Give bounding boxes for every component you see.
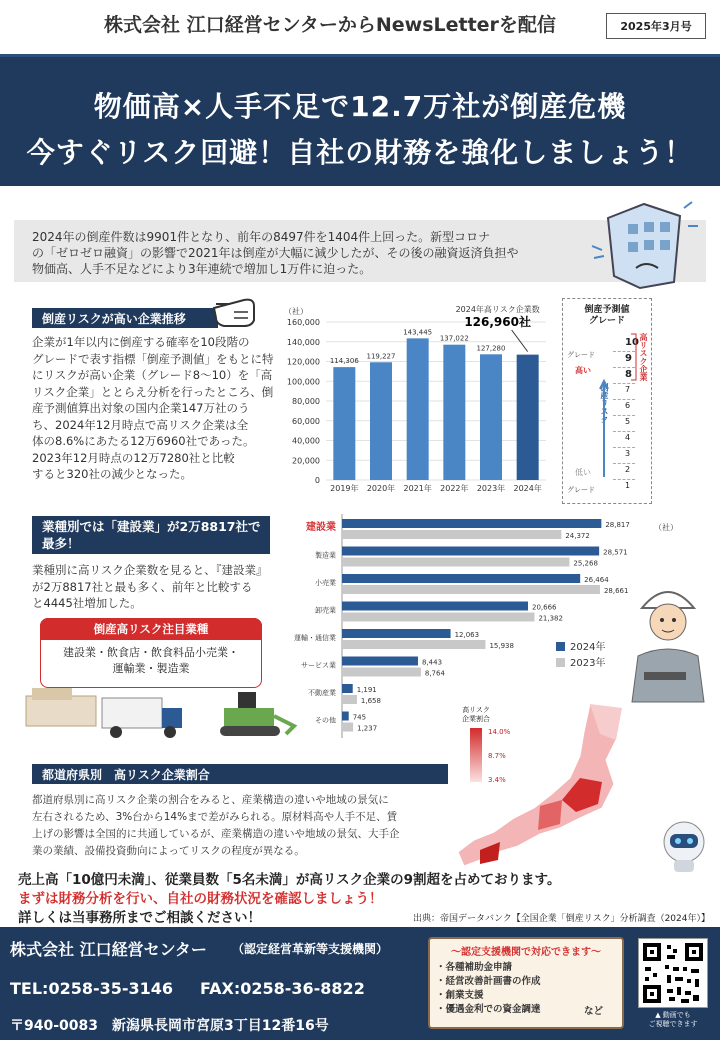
qr-caption-line: ご視聴できます xyxy=(648,1020,698,1028)
y-tick-label: 0 xyxy=(314,476,320,485)
section2-line: 業種別に高リスク企業数を見ると、『建設業』 xyxy=(32,563,268,577)
headline-line-1: 物価高×人手不足で12.7万社が倒産危機 xyxy=(93,90,627,123)
footer-address: 〒940-0083 新潟県長岡市宮原3丁目12番16号 xyxy=(10,1018,329,1034)
support-list xyxy=(436,961,541,1017)
section1-body xyxy=(32,334,292,483)
bar-value-label: 119,227 xyxy=(366,352,396,361)
bar-value-label-2024: 12,063 xyxy=(454,631,480,639)
section2-body xyxy=(32,562,282,612)
risk-arrow-icon xyxy=(599,379,609,479)
category-label: 運輸・通信業 xyxy=(294,634,336,642)
bar-value-label: 114,306 xyxy=(329,357,359,366)
category-label: サービス業 xyxy=(301,661,336,670)
intro-line: の「ゼロゼロ融資」の影響で2021年は倒産が大幅に減少したが、その後の融資返済負担や xyxy=(32,246,519,260)
section3-line: 都道府県別に高リスク企業の割合をみると、産業構造の違いや地域の景気に xyxy=(32,794,389,806)
section1-line: 企業が1年以内に倒産する確率を10段階の xyxy=(32,335,250,349)
bar-value-label-2023: 15,938 xyxy=(489,642,514,650)
footer-company-note: （認定経営革新等支援機関） xyxy=(232,942,389,956)
footer-tel[interactable]: TEL:0258-35-3146 xyxy=(10,979,174,998)
grade-divider xyxy=(613,447,635,448)
section3-line: 業の業績、設備投資動向によってリスクの程度が異なる。 xyxy=(32,845,305,857)
bar-2023-不動産業 xyxy=(342,695,357,704)
section2-title-line: 業種別では「建設業」が2万8817社で xyxy=(42,519,261,534)
map-legend-mid: 8.7% xyxy=(488,752,506,760)
x-tick-label: 2024年 xyxy=(513,484,542,493)
bar-2024-不動産業 xyxy=(342,684,353,693)
bar-value-label-2023: 25,268 xyxy=(573,559,598,568)
grade-value: 7 xyxy=(625,385,631,394)
bar-value-label: 127,280 xyxy=(476,344,506,353)
intro-line: 物価高、人手不足などにより3年連続で増加し1万件に迫った。 xyxy=(32,262,372,276)
bar-value-label-2023: 1,658 xyxy=(360,697,381,705)
industry-vehicles-illustration xyxy=(24,686,310,746)
map-legend-low: 3.4% xyxy=(488,776,506,784)
bar-value-label-2024: 1,191 xyxy=(356,686,377,694)
bar-2023-製造業 xyxy=(342,558,569,567)
section1-line: リスク企業」ととらえ分析を行ったところ、倒 xyxy=(32,384,274,399)
grade-footer-label: グレード xyxy=(567,486,595,494)
risk-axis-label: 倒産リスク xyxy=(600,383,609,423)
highlight-pointer xyxy=(512,330,528,352)
legend-label-2023: 2023年 xyxy=(570,658,606,669)
bar-2023-卸売業 xyxy=(342,613,534,622)
y-tick-label: 80,000 xyxy=(292,397,320,406)
y-tick-label: 100,000 xyxy=(286,377,320,387)
category-label: 製造業 xyxy=(315,551,336,560)
grade-value: 1 xyxy=(625,481,631,490)
bar-2024-運輸・通信業 xyxy=(342,629,451,638)
section3-line: 左右されるため、3%台から14%まで差がみられる。原材料高や人手不足、賃 xyxy=(32,811,398,823)
grade-value: 5 xyxy=(625,417,631,426)
support-item: ・創業支援 xyxy=(436,990,484,1001)
map-legend-high: 14.0% xyxy=(488,728,511,736)
bar-2024-小売業 xyxy=(342,574,580,583)
headline-line-2: 今すぐリスク回避！自社の財務を強化しましょう！ xyxy=(26,136,694,169)
risk-industries-title: 倒産高リスク注目業種 xyxy=(40,618,262,640)
support-item: ・各種補助金申請 xyxy=(436,962,513,973)
grade-value: 6 xyxy=(625,401,631,410)
grade-table xyxy=(562,298,652,504)
grade-divider xyxy=(613,399,635,400)
x-tick-label: 2021年 xyxy=(403,484,432,493)
section2-line: と4445社増加した。 xyxy=(32,596,142,610)
pointing-hand-icon xyxy=(210,290,264,330)
source-citation: 出典：帝国データバンク【全国企業「倒産リスク」分析調査（2024年）】 xyxy=(413,914,710,924)
section3-line: 上げの影響は全国的に共通しているが、産業構造の違いや地域の景気、大手企 xyxy=(32,828,400,840)
worker-illustration xyxy=(622,572,714,708)
grade-table-title: 倒産予測値 xyxy=(584,305,630,315)
bar-2024-サービス業 xyxy=(342,657,418,666)
high-risk-bracket-label: 高リスク企業 xyxy=(639,333,648,381)
footer-fax: FAX:0258-36-8822 xyxy=(200,979,365,998)
grade-divider xyxy=(613,479,635,480)
bar-2021年 xyxy=(407,338,429,480)
bar-value-label: 137,022 xyxy=(439,334,469,343)
x-tick-label: 2020年 xyxy=(366,484,396,493)
section1-line: グレードで表す指標「倒産予測値」をもとに特 xyxy=(32,351,274,366)
grade-value: 10 xyxy=(625,337,639,348)
section-title-risk-trend: 倒産リスクが高い企業推移 xyxy=(32,308,218,328)
bar-2024-製造業 xyxy=(342,547,599,556)
support-services-box xyxy=(428,937,624,1029)
bar-2024-その他 xyxy=(342,712,349,721)
bracket-icon xyxy=(631,333,637,381)
category-label: 建設業 xyxy=(306,522,336,533)
risk-industries-line: 運輸業・製造業 xyxy=(112,662,190,675)
summary-line-1: 売上高「10億円未満」、従業員数「5名未満」が高リスク企業の9割超を占めております。 xyxy=(18,872,561,888)
legend-swatch-2024 xyxy=(556,642,565,651)
section3-body xyxy=(32,792,482,860)
bar-value-label-2024: 745 xyxy=(352,713,367,722)
grade-table-subtitle: グレード xyxy=(588,316,625,326)
y-tick-label: 40,000 xyxy=(292,436,320,446)
bar-value-label-2023: 1,237 xyxy=(357,724,378,733)
category-label: 小売業 xyxy=(315,579,336,587)
section1-line: ち、2024年12月時点で高リスク企業は全 xyxy=(32,417,249,432)
y-tick-label: 140,000 xyxy=(286,337,320,347)
grade-divider xyxy=(613,463,635,464)
qr-caption xyxy=(638,1011,708,1029)
section2-line: が2万8817社と最も多く、前年と比較する xyxy=(32,579,253,594)
section1-line: にリスクが高い企業（グレード8〜10）を「高 xyxy=(32,368,273,382)
bar-value-label-2024: 28,817 xyxy=(605,521,630,529)
chart1-highlight: 126,960社 xyxy=(464,315,532,329)
risk-industries-list xyxy=(50,645,252,677)
legend-label-2024: 2024年 xyxy=(570,642,606,653)
section-title-industry xyxy=(32,516,270,554)
legend-swatch-2023 xyxy=(556,658,565,667)
summary-line-3: 詳しくは当事務所までご相談ください！ xyxy=(18,910,261,926)
bar-2019年 xyxy=(333,367,355,480)
y-tick-label: 160,000 xyxy=(286,318,320,327)
qr-caption-line: ▲ 動画でも xyxy=(655,1011,691,1019)
section1-line: 体の8.6%にあたる12万6960社であった。 xyxy=(32,434,255,448)
bar-value-label-2024: 28,571 xyxy=(603,548,628,557)
bar-2020年 xyxy=(370,362,392,480)
summary-line-2: まずは財務分析を行い、自社の財務状況を確認しましょう！ xyxy=(18,891,383,907)
robot-mascot-illustration xyxy=(654,814,714,874)
grade-value: 4 xyxy=(625,433,631,442)
high-risk-trend-chart xyxy=(280,300,556,500)
grade-divider xyxy=(613,431,635,432)
category-label: その他 xyxy=(315,716,336,725)
bar-value-label-2024: 8,443 xyxy=(421,658,443,667)
newsletter-header-title: 株式会社 江口経営センターからNewsLetterを配信 xyxy=(104,14,556,36)
bar-2024-建設業 xyxy=(342,519,601,528)
grade-header-label: グレード xyxy=(567,351,595,359)
chart1-title: 2024年高リスク企業数 xyxy=(455,305,540,314)
grade-value: 2 xyxy=(625,465,631,474)
section-title-prefecture: 都道府県別 高リスク企業割合 xyxy=(32,764,448,784)
issue-date-badge: 2025年3月号 xyxy=(606,13,706,39)
map-legend-title xyxy=(462,706,490,724)
headline-banner xyxy=(0,54,720,186)
bar-value-label: 143,445 xyxy=(403,328,433,337)
grade-divider xyxy=(613,415,635,416)
worried-building-illustration xyxy=(584,196,702,292)
category-label: 卸売業 xyxy=(315,606,336,615)
bar-value-label-2023: 28,661 xyxy=(603,587,629,595)
footer-company: 株式会社 江口経営センター xyxy=(10,940,207,959)
low-label: 低い xyxy=(575,468,591,477)
map-legend-scale xyxy=(470,728,482,782)
y-axis-unit: （社） xyxy=(284,307,308,316)
x-tick-label: 2022年 xyxy=(440,484,469,493)
support-etc: など xyxy=(584,1006,604,1017)
y-tick-label: 60,000 xyxy=(292,416,320,426)
y-tick-label: 120,000 xyxy=(286,357,320,367)
bar-value-label-2024: 26,464 xyxy=(584,576,609,584)
high-label: 高い xyxy=(575,366,591,375)
bar-2023-その他 xyxy=(342,723,353,732)
intro-line: 2024年の倒産件数は9901件となり、前年の8497件を1404件上回った。新型コロナ xyxy=(32,230,491,244)
section1-line: 2023年12月時点の12万7280社と比較 xyxy=(32,450,235,465)
bar-2023-建設業 xyxy=(342,530,561,539)
map-legend-title-line: 企業割合 xyxy=(462,715,490,723)
bar-value-label-2023: 8,764 xyxy=(424,669,445,678)
grade-value: 3 xyxy=(625,449,631,458)
support-item: ・経営改善計画書の作成 xyxy=(436,976,541,987)
bar-2023-サービス業 xyxy=(342,668,421,677)
grade-value: 9 xyxy=(625,353,632,364)
bar-2023-運輸・通信業 xyxy=(342,640,485,649)
x-axis-unit: （社） xyxy=(654,523,678,532)
support-title: 〜認定支援機関で対応できます〜 xyxy=(451,947,601,958)
category-label: 不動産業 xyxy=(308,689,336,697)
bar-value-label-2023: 24,372 xyxy=(565,532,590,540)
bar-2022年 xyxy=(443,345,465,480)
risk-industries-line: 建設業・飲食店・飲食料品小売業・ xyxy=(63,646,239,659)
grade-value: 8 xyxy=(625,369,632,380)
section1-line: 産予測値算出対象の国内企業147万社のう xyxy=(32,401,250,415)
x-tick-label: 2019年 xyxy=(330,484,359,493)
section2-title-line: 最多！ xyxy=(42,536,80,551)
bar-2023-小売業 xyxy=(342,585,600,594)
japan-risk-map xyxy=(440,700,670,870)
map-legend-title-line: 高リスク xyxy=(462,706,490,714)
y-tick-label: 20,000 xyxy=(292,456,320,466)
section1-line: すると320社の減少となった。 xyxy=(32,467,192,481)
bar-value-label-2023: 21,382 xyxy=(538,614,563,623)
bar-value-label-2024: 20,666 xyxy=(531,603,557,612)
bar-2024-卸売業 xyxy=(342,602,528,611)
bar-2024年 xyxy=(517,355,539,480)
support-item: ・優遇金利での資金調達 xyxy=(436,1004,541,1015)
bar-2023年 xyxy=(480,354,502,480)
grade-divider xyxy=(613,383,635,384)
qr-code[interactable] xyxy=(638,938,708,1008)
x-tick-label: 2023年 xyxy=(476,484,506,493)
